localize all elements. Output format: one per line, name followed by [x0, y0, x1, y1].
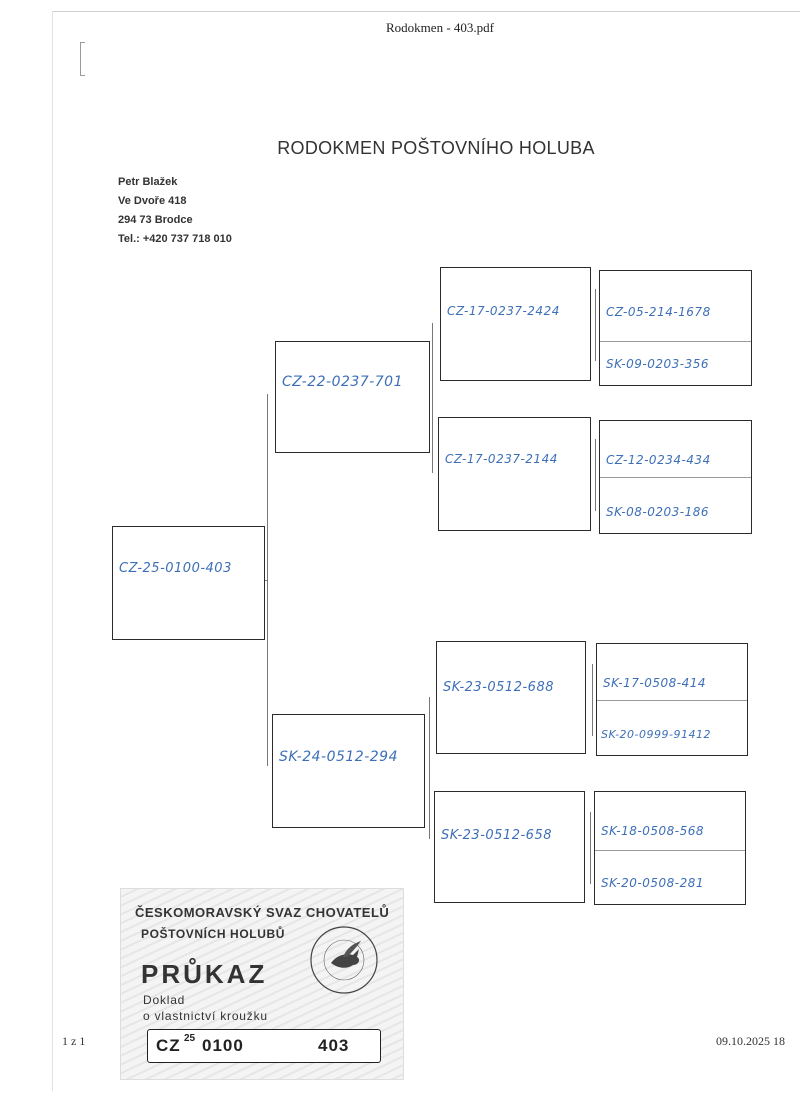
- pedigree-box-dam-sire: [436, 641, 586, 754]
- owner-name: Petr Blažek: [118, 176, 178, 188]
- pedigree-box-sire-sire: [440, 267, 591, 381]
- ring-country: CZ: [156, 1036, 181, 1055]
- ring-serial: 0100: [202, 1036, 244, 1055]
- ring-sire: CZ-22-0237-701: [282, 374, 403, 390]
- ring-number: 403: [318, 1036, 350, 1055]
- ring-ownership-card: [120, 888, 404, 1080]
- ring-number-field: [147, 1029, 381, 1063]
- card-association-line1: ČESKOMORAVSKÝ SVAZ CHOVATELŮ: [135, 905, 390, 920]
- owner-street: Ve Dvoře 418: [118, 195, 187, 207]
- ring-dam-dam-sire: SK-18-0508-568: [601, 824, 704, 838]
- owner-city: 294 73 Brodce: [118, 214, 193, 226]
- ring-dam-dam: SK-23-0512-658: [441, 828, 552, 843]
- pedigree-split-2: [600, 477, 751, 478]
- ring-sire-sire-sire: CZ-05-214-1678: [606, 305, 711, 319]
- ring-year: 25: [184, 1033, 196, 1044]
- footer-page-count: 1 z 1: [62, 1034, 86, 1048]
- page-edge-top: [52, 11, 800, 12]
- owner-block: [118, 173, 232, 249]
- footer-date: 09.10.2025 18: [716, 1034, 785, 1048]
- pedigree-box-gg-4: [594, 791, 746, 905]
- pedigree-box-gg-3: [596, 643, 748, 756]
- ring-subject: CZ-25-0100-403: [119, 561, 232, 576]
- pedigree-box-dam-dam: [434, 791, 585, 903]
- document-title: RODOKMEN POŠTOVNÍHO HOLUBA: [277, 138, 595, 158]
- pedigree-split-1: [600, 341, 751, 342]
- pedigree-box-sire-dam: [438, 417, 591, 531]
- pedigree-box-gg-1: [599, 270, 752, 386]
- association-stamp-icon: [309, 925, 379, 995]
- card-association-line2: POŠTOVNÍCH HOLUBŮ: [141, 927, 285, 941]
- pedigree-box-dam: [272, 714, 425, 828]
- ring-sire-sire: CZ-17-0237-2424: [447, 304, 560, 318]
- owner-phone: Tel.: +420 737 718 010: [118, 233, 232, 245]
- pedigree-box-gg-2: [599, 420, 752, 534]
- connector-gg3-vertical: [592, 664, 593, 736]
- ring-sire-dam-sire: CZ-12-0234-434: [606, 453, 711, 467]
- scan-bracket-mark: [80, 42, 85, 76]
- ring-dam-dam-dam: SK-20-0508-281: [601, 876, 704, 890]
- ring-sire-sire-dam: SK-09-0203-356: [606, 357, 709, 371]
- ring-dam-sire-dam: SK-20-0999-91412: [601, 728, 711, 741]
- ring-sire-dam-dam: SK-08-0203-186: [606, 505, 709, 519]
- connector-gg1-vertical: [595, 289, 596, 361]
- pedigree-split-3: [597, 700, 747, 701]
- card-doc-line1: Doklad: [143, 993, 186, 1007]
- page-edge-left: [52, 11, 53, 1091]
- connector-gg4-vertical: [590, 812, 591, 884]
- card-title: PRŮKAZ: [141, 959, 268, 989]
- pedigree-box-subject: [112, 526, 265, 640]
- pedigree-box-sire: [275, 341, 430, 453]
- connector-sire-vertical: [432, 323, 433, 473]
- card-doc-line2: o vlastnictví kroužku: [143, 1009, 268, 1023]
- ring-sire-dam: CZ-17-0237-2144: [445, 452, 558, 466]
- ring-dam-sire: SK-23-0512-688: [443, 680, 554, 695]
- connector-gg2-vertical: [595, 439, 596, 511]
- ring-dam: SK-24-0512-294: [279, 749, 398, 765]
- pdf-header-title: Rodokmen - 403.pdf: [386, 20, 494, 35]
- ring-dam-sire-sire: SK-17-0508-414: [603, 676, 706, 690]
- pedigree-split-4: [595, 850, 745, 851]
- connector-dam-vertical: [429, 697, 430, 839]
